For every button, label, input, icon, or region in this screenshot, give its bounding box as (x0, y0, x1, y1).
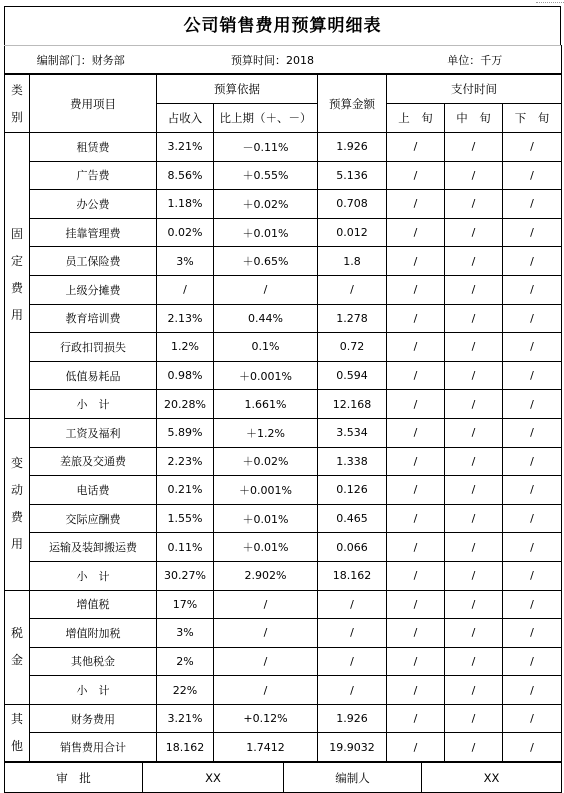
amount-cell: / (318, 275, 387, 304)
mid-cell: / (445, 390, 503, 419)
amount-cell: 3.534 (318, 418, 387, 447)
header-late: 下 旬 (503, 104, 562, 133)
early-cell: / (387, 733, 445, 762)
pct-cell: 2% (157, 647, 214, 676)
pct-cell: 17% (157, 590, 214, 619)
table-row (5, 418, 562, 447)
group-label-char: 费 (10, 510, 23, 525)
late-cell: / (503, 447, 562, 476)
late-cell: / (503, 476, 562, 505)
pct-cell: 3% (157, 247, 214, 276)
early-cell: / (387, 247, 445, 276)
table-row (5, 333, 562, 362)
item-cell: 办公费 (30, 190, 157, 219)
late-cell: / (503, 247, 562, 276)
pct-cell: 8.56% (157, 161, 214, 190)
pct-cell: 3% (157, 619, 214, 648)
vs-cell: ＋0.01% (214, 218, 318, 247)
table-row (5, 647, 562, 676)
vs-cell: ＋0.02% (214, 447, 318, 476)
late-cell: / (503, 304, 562, 333)
item-cell: 小 计 (30, 561, 157, 590)
early-cell: / (387, 704, 445, 733)
amount-cell: / (318, 619, 387, 648)
group-label-char: 用 (10, 308, 23, 323)
early-cell: / (387, 533, 445, 562)
late-cell: / (503, 590, 562, 619)
header-early: 上 旬 (387, 104, 445, 133)
late-cell: / (503, 361, 562, 390)
pct-cell: 3.21% (157, 133, 214, 162)
mid-cell: / (445, 304, 503, 333)
early-cell: / (387, 504, 445, 533)
mid-cell: / (445, 361, 503, 390)
vs-cell: 1.661% (214, 390, 318, 419)
pct-cell: 1.2% (157, 333, 214, 362)
amount-cell: 19.9032 (318, 733, 387, 762)
vs-cell: 1.7412 (214, 733, 318, 762)
early-cell: / (387, 418, 445, 447)
amount-cell: 5.136 (318, 161, 387, 190)
vs-cell: －0.11% (214, 133, 318, 162)
early-cell: / (387, 190, 445, 219)
table-row (5, 504, 562, 533)
vs-cell: / (214, 590, 318, 619)
unit-label: 单位：千万 (389, 46, 562, 74)
group-label-char: 变 (10, 456, 23, 471)
item-cell: 挂靠管理费 (30, 218, 157, 247)
pct-cell: 1.18% (157, 190, 214, 219)
mid-cell: / (445, 218, 503, 247)
table-row (5, 275, 562, 304)
dept-label: 编制部门：财务部 (5, 46, 157, 74)
early-cell: / (387, 218, 445, 247)
pct-cell: 1.55% (157, 504, 214, 533)
table-row (5, 133, 562, 162)
table-row (5, 476, 562, 505)
late-cell: / (503, 418, 562, 447)
preparer-value: XX (422, 763, 562, 793)
item-cell: 交际应酬费 (30, 504, 157, 533)
amount-cell: 0.066 (318, 533, 387, 562)
table-row (5, 590, 562, 619)
late-cell: / (503, 218, 562, 247)
preparer-label: 编制人 (284, 763, 422, 793)
mid-cell: / (445, 447, 503, 476)
item-cell: 小 计 (30, 390, 157, 419)
pct-cell: 30.27% (157, 561, 214, 590)
item-cell: 运输及装卸搬运费 (30, 533, 157, 562)
pct-cell: 22% (157, 676, 214, 705)
table-row (5, 561, 562, 590)
early-cell: / (387, 647, 445, 676)
amount-cell: 0.012 (318, 218, 387, 247)
item-cell: 电话费 (30, 476, 157, 505)
late-cell: / (503, 390, 562, 419)
header-pay-time: 支付时间 (387, 75, 562, 104)
group-label-char: 固 (10, 227, 23, 242)
vs-cell: ＋0.65% (214, 247, 318, 276)
table-row (5, 161, 562, 190)
pct-cell: 20.28% (157, 390, 214, 419)
item-cell: 其他税金 (30, 647, 157, 676)
amount-cell: 0.594 (318, 361, 387, 390)
late-cell: / (503, 333, 562, 362)
amount-cell: 0.126 (318, 476, 387, 505)
late-cell: / (503, 275, 562, 304)
header-vs-last: 比上期（＋、－） (214, 104, 318, 133)
mid-cell: / (445, 619, 503, 648)
group-label (5, 133, 30, 419)
table-row (5, 533, 562, 562)
amount-cell: / (318, 590, 387, 619)
table-row (5, 218, 562, 247)
budget-sheet (4, 6, 561, 793)
header-item: 费用项目 (30, 75, 157, 133)
amount-cell: 18.162 (318, 561, 387, 590)
group-label (5, 704, 30, 761)
item-cell: 差旅及交通费 (30, 447, 157, 476)
group-label-char: 税 (10, 626, 23, 641)
late-cell: / (503, 561, 562, 590)
vs-cell: / (214, 619, 318, 648)
amount-cell: 0.465 (318, 504, 387, 533)
item-cell: 低值易耗品 (30, 361, 157, 390)
group-label-char: 动 (10, 483, 23, 498)
mid-cell: / (445, 275, 503, 304)
mid-cell: / (445, 704, 503, 733)
early-cell: / (387, 333, 445, 362)
group-label-char: 他 (10, 738, 23, 753)
amount-cell: 1.8 (318, 247, 387, 276)
item-cell: 上级分摊费 (30, 275, 157, 304)
footer-row (5, 763, 562, 793)
table-row (5, 619, 562, 648)
header-row-1 (5, 75, 562, 104)
approve-value: XX (143, 763, 284, 793)
early-cell: / (387, 304, 445, 333)
info-row (5, 46, 562, 74)
early-cell: / (387, 390, 445, 419)
vs-cell: 2.902% (214, 561, 318, 590)
table-row (5, 304, 562, 333)
late-cell: / (503, 161, 562, 190)
table-row (5, 190, 562, 219)
item-cell: 增值税 (30, 590, 157, 619)
vs-cell: ＋0.001% (214, 476, 318, 505)
vs-cell: ＋0.55% (214, 161, 318, 190)
header-category: 类 别 (5, 75, 30, 133)
footer-table (4, 762, 562, 793)
item-cell: 教育培训费 (30, 304, 157, 333)
item-cell: 行政扣罚损失 (30, 333, 157, 362)
late-cell: / (503, 533, 562, 562)
pct-cell: 18.162 (157, 733, 214, 762)
header-amount: 预算金额 (318, 75, 387, 133)
pct-cell: 0.21% (157, 476, 214, 505)
amount-cell: 0.708 (318, 190, 387, 219)
early-cell: / (387, 275, 445, 304)
vs-cell: / (214, 647, 318, 676)
budget-table (4, 74, 562, 762)
vs-cell: 0.44% (214, 304, 318, 333)
mid-cell: / (445, 418, 503, 447)
late-cell: / (503, 619, 562, 648)
page-title: 公司销售费用预算明细表 (4, 6, 561, 45)
mid-cell: / (445, 561, 503, 590)
pct-cell: 3.21% (157, 704, 214, 733)
mid-cell: / (445, 190, 503, 219)
item-cell: 增值附加税 (30, 619, 157, 648)
table-row (5, 390, 562, 419)
table-row (5, 361, 562, 390)
amount-cell: 1.926 (318, 704, 387, 733)
amount-cell: 1.926 (318, 133, 387, 162)
vs-cell: ＋0.02% (214, 190, 318, 219)
mid-cell: / (445, 133, 503, 162)
header-pct-income: 占收入 (157, 104, 214, 133)
late-cell: / (503, 190, 562, 219)
mid-cell: / (445, 247, 503, 276)
pct-cell: 2.13% (157, 304, 214, 333)
amount-cell: 1.278 (318, 304, 387, 333)
mid-cell: / (445, 733, 503, 762)
early-cell: / (387, 561, 445, 590)
mid-cell: / (445, 504, 503, 533)
approve-label: 审 批 (5, 763, 143, 793)
table-row (5, 676, 562, 705)
early-cell: / (387, 619, 445, 648)
table-row (5, 247, 562, 276)
mid-cell: / (445, 533, 503, 562)
vs-cell: ＋0.01% (214, 533, 318, 562)
table-row (5, 733, 562, 762)
group-label-char: 金 (10, 653, 23, 668)
late-cell: / (503, 647, 562, 676)
vs-cell: / (214, 275, 318, 304)
item-cell: 销售费用合计 (30, 733, 157, 762)
info-row-table (4, 45, 562, 74)
group-label (5, 418, 30, 590)
early-cell: / (387, 590, 445, 619)
amount-cell: / (318, 647, 387, 676)
early-cell: / (387, 133, 445, 162)
vs-cell: 0.1% (214, 333, 318, 362)
item-cell: 小 计 (30, 676, 157, 705)
vs-cell: ＋0.001% (214, 361, 318, 390)
pct-cell: 2.23% (157, 447, 214, 476)
mid-cell: / (445, 590, 503, 619)
mid-cell: / (445, 333, 503, 362)
pct-cell: 0.11% (157, 533, 214, 562)
early-cell: / (387, 476, 445, 505)
item-cell: 租赁费 (30, 133, 157, 162)
group-label-char: 其 (10, 711, 23, 726)
vs-cell: +0.12% (214, 704, 318, 733)
late-cell: / (503, 504, 562, 533)
amount-cell: / (318, 676, 387, 705)
item-cell: 广告费 (30, 161, 157, 190)
table-row (5, 704, 562, 733)
vs-cell: ＋0.01% (214, 504, 318, 533)
pct-cell: / (157, 275, 214, 304)
table-row (5, 447, 562, 476)
mid-cell: / (445, 161, 503, 190)
mid-cell: / (445, 647, 503, 676)
pct-cell: 0.98% (157, 361, 214, 390)
group-label-char: 定 (10, 254, 23, 269)
group-label-char: 费 (10, 281, 23, 296)
amount-cell: 1.338 (318, 447, 387, 476)
mid-cell: / (445, 676, 503, 705)
vs-cell: / (214, 676, 318, 705)
vs-cell: ＋1.2% (214, 418, 318, 447)
period-label: 预算时间：2018 (157, 46, 389, 74)
header-mid: 中 旬 (445, 104, 503, 133)
late-cell: / (503, 133, 562, 162)
early-cell: / (387, 447, 445, 476)
item-cell: 财务费用 (30, 704, 157, 733)
late-cell: / (503, 676, 562, 705)
early-cell: / (387, 161, 445, 190)
group-label-char: 用 (10, 537, 23, 552)
late-cell: / (503, 704, 562, 733)
group-label (5, 590, 30, 704)
mid-cell: / (445, 476, 503, 505)
early-cell: / (387, 676, 445, 705)
header-basis: 预算依据 (157, 75, 318, 104)
early-cell: / (387, 361, 445, 390)
item-cell: 员工保险费 (30, 247, 157, 276)
amount-cell: 12.168 (318, 390, 387, 419)
item-cell: 工资及福利 (30, 418, 157, 447)
amount-cell: 0.72 (318, 333, 387, 362)
pct-cell: 5.89% (157, 418, 214, 447)
late-cell: / (503, 733, 562, 762)
pct-cell: 0.02% (157, 218, 214, 247)
